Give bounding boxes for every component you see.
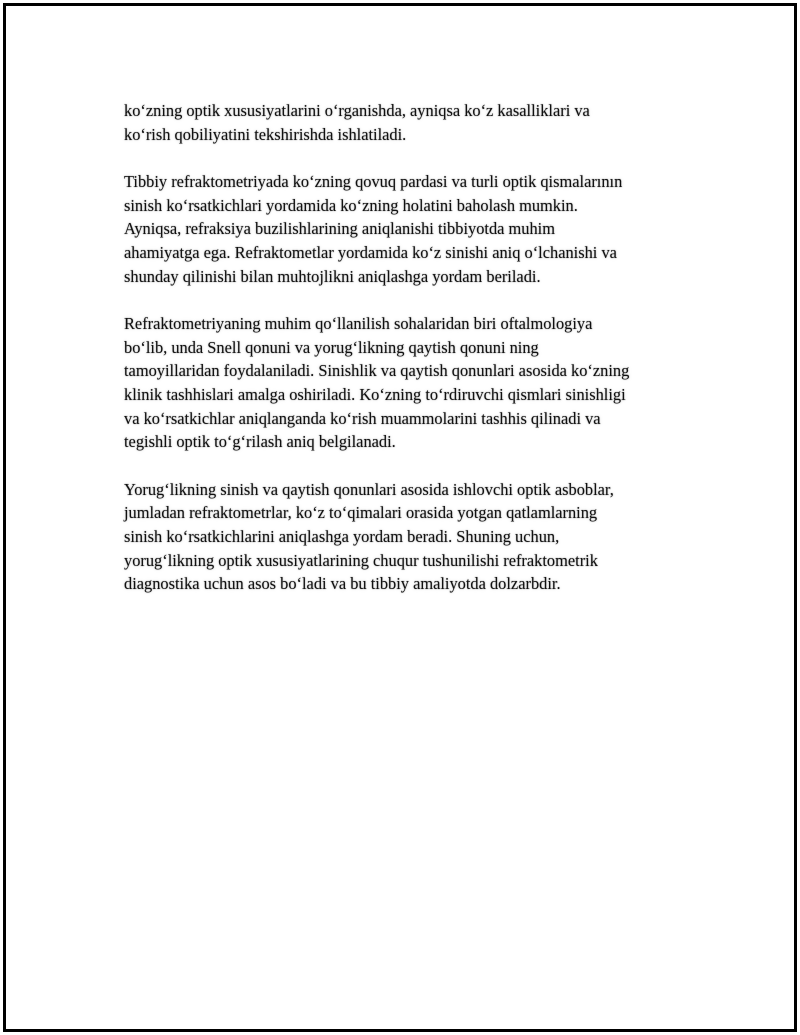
text-line: jumladan refraktometrlar, koʻz toʻqimalari orasida yotgan qatlamlarning bbox=[124, 503, 598, 523]
text-line: Yorugʻlikning sinish va qaytish qonunlari asosida ishlovchi optik asboblar, bbox=[124, 479, 614, 499]
document-body bbox=[124, 99, 704, 620]
text-line: sinish koʻrsatkichlari yordamida koʻzning holatini baholash mumkin. bbox=[124, 195, 578, 215]
text-line: Tibbiy refraktometriyada koʻzning qovuq pardasi va turli optik qismalarının bbox=[124, 172, 623, 192]
text-line: Ayniqsa, refraksiya buzilishlarining aniqlanishi tibbiyotda muhim bbox=[124, 219, 555, 239]
paragraph-2 bbox=[124, 170, 704, 288]
text-line: koʻzning optik xususiyatlarini oʻrganishda, ayniqsa koʻz kasalliklari va bbox=[124, 101, 590, 120]
text-line: yorugʻlikning optik xususiyatlarining chuqur tushunilishi refraktometrik bbox=[124, 550, 598, 570]
paragraph-3 bbox=[124, 312, 704, 454]
text-line: klinik tashhislari amalga oshiriladi. Koʻzning toʻrdiruvchi qismlari sinishligi bbox=[124, 384, 626, 404]
page-frame bbox=[3, 3, 797, 1032]
text-line: koʻrish qobiliyatini tekshirishda ishlatiladi. bbox=[124, 124, 407, 144]
text-line: tegishli optik toʻgʻrilash aniq belgilanadi. bbox=[124, 432, 396, 452]
text-line: diagnostika uchun asos boʻladi va bu tibbiy amaliyotda dolzarbdir. bbox=[124, 574, 561, 594]
text-line: tamoyillaridan foydalaniladi. Sinishlik va qaytish qonunlari asosida koʻzning bbox=[124, 361, 630, 381]
text-line: sinish koʻrsatkichlarini aniqlashga yordam beradi. Shuning uchun, bbox=[124, 526, 560, 546]
text-line: va koʻrsatkichlar aniqlanganda koʻrish muammolarini tashhis qilinadi va bbox=[124, 408, 601, 428]
text-line: Refraktometriyaning muhim qoʻllanilish sohalaridan biri oftalmologiya bbox=[124, 314, 593, 334]
paragraph-4 bbox=[124, 478, 704, 596]
paragraph-1 bbox=[124, 99, 704, 146]
text-line: shunday qilinishi bilan muhtojlikni aniqlashga yordam beriladi. bbox=[124, 266, 541, 286]
text-line: ahamiyatga ega. Refraktometlar yordamida koʻz sinishi aniq oʻlchanishi va bbox=[124, 242, 617, 262]
text-line: boʻlib, unda Snell qonuni va yorugʻlikning qaytish qonuni ning bbox=[124, 337, 539, 357]
